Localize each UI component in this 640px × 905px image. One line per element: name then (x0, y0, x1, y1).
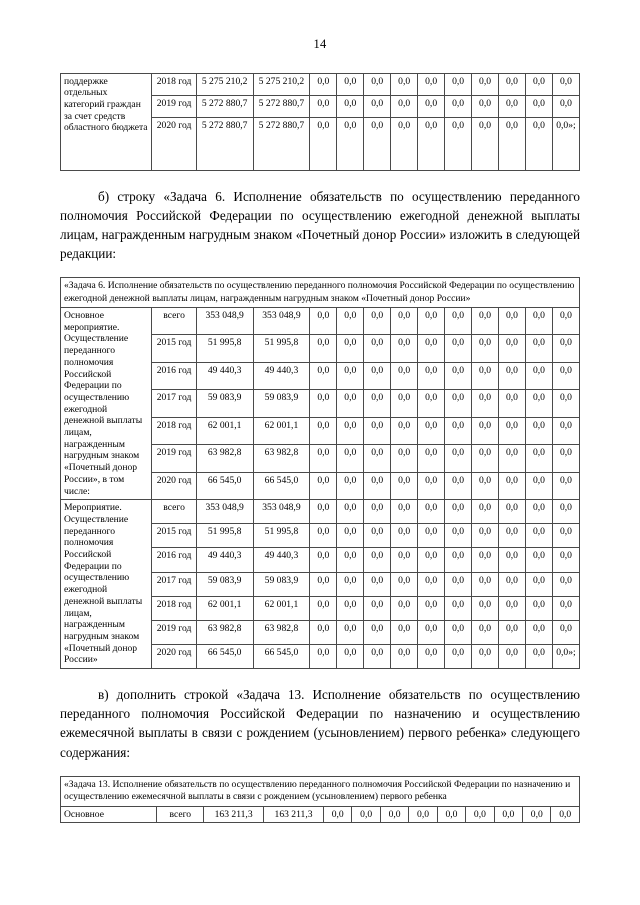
cell-zero-2: 0,0 (337, 500, 364, 524)
cell-zero-2: 0,0 (337, 620, 364, 644)
cell-zero-3: 0,0 (364, 472, 391, 500)
cell-zero-3: 0,0 (364, 524, 391, 548)
paragraph-v-block (60, 685, 580, 762)
cell-value-2: 51 995,8 (253, 335, 310, 362)
cell-zero-5: 0,0 (418, 620, 445, 644)
cell-zero-8: 0,0 (499, 596, 526, 620)
cell-value-2: 63 982,8 (253, 445, 310, 472)
cell-zero-7: 0,0 (472, 95, 499, 117)
cell-zero-10: 0,0 (552, 73, 579, 95)
cell-zero-9: 0,0 (525, 596, 552, 620)
cell-value-1: 353 048,9 (196, 308, 253, 335)
cell-zero-3: 0,0 (364, 335, 391, 362)
cell-zero-5: 0,0 (418, 117, 445, 170)
cell-zero-4: 0,0 (391, 335, 418, 362)
cell-value-1: 62 001,1 (196, 596, 253, 620)
cell-zero-6: 0,0 (466, 806, 494, 823)
cell-zero-4: 0,0 (391, 620, 418, 644)
cell-zero-8: 0,0 (499, 362, 526, 389)
cell-zero-8: 0,0 (499, 548, 526, 572)
cell-zero-1: 0,0 (310, 472, 337, 500)
cell-zero-5: 0,0 (418, 572, 445, 596)
cell-value-1: 63 982,8 (196, 620, 253, 644)
cell-zero-8: 0,0 (499, 500, 526, 524)
row-label-support: поддержке отдельных категорий граждан за счет средств областного бюджета (61, 73, 152, 170)
table-row (61, 308, 580, 335)
cell-zero-10: 0,0»; (552, 117, 579, 170)
cell-zero-7: 0,0 (472, 524, 499, 548)
cell-zero-1: 0,0 (310, 596, 337, 620)
cell-value-1: 49 440,3 (196, 548, 253, 572)
cell-value-1: 49 440,3 (196, 362, 253, 389)
cell-zero-9: 0,0 (525, 500, 552, 524)
cell-zero-6: 0,0 (445, 308, 472, 335)
cell-zero-2: 0,0 (337, 644, 364, 668)
cell-zero-2: 0,0 (337, 117, 364, 170)
cell-zero-3: 0,0 (364, 644, 391, 668)
cell-zero-2: 0,0 (337, 445, 364, 472)
cell-zero-10: 0,0 (552, 417, 579, 444)
cell-zero-1: 0,0 (310, 390, 337, 417)
cell-zero-8: 0,0 (499, 335, 526, 362)
cell-zero-4: 0,0 (409, 806, 437, 823)
cell-zero-6: 0,0 (445, 644, 472, 668)
cell-zero-9: 0,0 (525, 73, 552, 95)
cell-zero-9: 0,0 (525, 390, 552, 417)
row-label-main-measure: Основное мероприятие. Осуществление переданного полномочия Российской Федерации по осуществлению ежегодной денежной выплаты лицам, награжденным нагрудным знаком «Почетный донор России», в том числе: (61, 308, 152, 500)
cell-zero-6: 0,0 (445, 95, 472, 117)
cell-zero-10: 0,0 (552, 335, 579, 362)
cell-zero-4: 0,0 (391, 417, 418, 444)
cell-year: 2020 год (152, 644, 196, 668)
cell-zero-2: 0,0 (337, 335, 364, 362)
cell-zero-1: 0,0 (310, 445, 337, 472)
cell-zero-3: 0,0 (364, 117, 391, 170)
cell-value-1: 66 545,0 (196, 644, 253, 668)
cell-zero-4: 0,0 (391, 572, 418, 596)
cell-zero-7: 0,0 (494, 806, 522, 823)
row-label-measure: Мероприятие. Осуществление переданного полномочия Российской Федерации по осуществлению ежегодной денежной выплаты лицам, награжденным нагрудным знаком «Почетный донор России» (61, 500, 152, 669)
cell-zero-2: 0,0 (337, 308, 364, 335)
cell-year: 2017 год (152, 572, 196, 596)
cell-zero-6: 0,0 (445, 572, 472, 596)
cell-zero-1: 0,0 (310, 308, 337, 335)
cell-zero-10: 0,0 (552, 620, 579, 644)
cell-zero-2: 0,0 (337, 472, 364, 500)
cell-zero-7: 0,0 (472, 417, 499, 444)
cell-zero-5: 0,0 (418, 417, 445, 444)
cell-year: 2019 год (152, 95, 196, 117)
table-task-6 (60, 277, 580, 669)
cell-zero-3: 0,0 (364, 73, 391, 95)
cell-zero-5: 0,0 (418, 596, 445, 620)
cell-zero-7: 0,0 (472, 596, 499, 620)
cell-value-2: 353 048,9 (253, 308, 310, 335)
cell-year: 2020 год (152, 472, 196, 500)
cell-zero-1: 0,0 (310, 500, 337, 524)
cell-zero-7: 0,0 (472, 500, 499, 524)
page-number: 14 (313, 37, 327, 51)
cell-value-2: 5 275 210,2 (253, 73, 310, 95)
cell-zero-3: 0,0 (364, 500, 391, 524)
cell-year: 2019 год (152, 445, 196, 472)
cell-zero-6: 0,0 (445, 548, 472, 572)
cell-zero-2: 0,0 (337, 95, 364, 117)
cell-year: всего (157, 806, 204, 823)
cell-zero-3: 0,0 (364, 445, 391, 472)
cell-value-2: 62 001,1 (253, 417, 310, 444)
cell-zero-2: 0,0 (337, 362, 364, 389)
cell-zero-5: 0,0 (418, 644, 445, 668)
cell-zero-10: 0,0 (552, 95, 579, 117)
cell-year: 2017 год (152, 390, 196, 417)
cell-zero-4: 0,0 (391, 500, 418, 524)
cell-value-1: 5 275 210,2 (196, 73, 253, 95)
cell-zero-1: 0,0 (310, 417, 337, 444)
cell-zero-6: 0,0 (445, 524, 472, 548)
cell-zero-5: 0,0 (418, 73, 445, 95)
cell-zero-9: 0,0 (525, 335, 552, 362)
cell-zero-7: 0,0 (472, 445, 499, 472)
cell-zero-2: 0,0 (337, 390, 364, 417)
cell-zero-5: 0,0 (437, 806, 465, 823)
cell-zero-8: 0,0 (499, 117, 526, 170)
cell-year: 2018 год (152, 73, 196, 95)
cell-zero-9: 0,0 (525, 548, 552, 572)
cell-zero-8: 0,0 (499, 572, 526, 596)
cell-zero-6: 0,0 (445, 335, 472, 362)
cell-value-1: 353 048,9 (196, 500, 253, 524)
table-row (61, 73, 580, 95)
cell-zero-2: 0,0 (352, 806, 380, 823)
cell-zero-5: 0,0 (418, 472, 445, 500)
cell-zero-3: 0,0 (364, 548, 391, 572)
cell-zero-2: 0,0 (337, 73, 364, 95)
table3-body (61, 776, 580, 823)
cell-zero-6: 0,0 (445, 445, 472, 472)
cell-zero-10: 0,0 (552, 596, 579, 620)
cell-value-1: 62 001,1 (196, 417, 253, 444)
cell-zero-5: 0,0 (418, 308, 445, 335)
table-caption-row (61, 278, 580, 308)
table2-caption: «Задача 6. Исполнение обязательств по осуществлению переданного полномочия Российской Федерации по осуществлению ежегодной денежной выплаты лицам, награжденным нагрудным знаком «Почетный донор России» (61, 278, 580, 308)
cell-value-1: 59 083,9 (196, 572, 253, 596)
cell-value-1: 51 995,8 (196, 524, 253, 548)
cell-zero-4: 0,0 (391, 117, 418, 170)
paragraph-b-block (60, 187, 580, 264)
cell-value-1: 5 272 880,7 (196, 117, 253, 170)
cell-zero-3: 0,0 (380, 806, 408, 823)
cell-zero-8: 0,0 (523, 806, 551, 823)
cell-zero-5: 0,0 (418, 335, 445, 362)
cell-year: 2019 год (152, 620, 196, 644)
cell-zero-9: 0,0 (525, 362, 552, 389)
cell-zero-9: 0,0 (551, 806, 580, 823)
cell-zero-5: 0,0 (418, 548, 445, 572)
cell-value-1: 59 083,9 (196, 390, 253, 417)
cell-zero-9: 0,0 (525, 524, 552, 548)
cell-zero-10: 0,0 (552, 500, 579, 524)
cell-zero-1: 0,0 (310, 95, 337, 117)
cell-zero-7: 0,0 (472, 335, 499, 362)
cell-zero-9: 0,0 (525, 95, 552, 117)
table-row (61, 806, 580, 823)
cell-zero-6: 0,0 (445, 73, 472, 95)
cell-zero-4: 0,0 (391, 308, 418, 335)
cell-zero-1: 0,0 (310, 572, 337, 596)
cell-zero-10: 0,0 (552, 390, 579, 417)
cell-value-1: 51 995,8 (196, 335, 253, 362)
cell-zero-9: 0,0 (525, 572, 552, 596)
paragraph-b: б) строку «Задача 6. Исполнение обязательств по осуществлению переданного полномочия Российской Федерации по осуществлению ежегодной денежной выплаты лицам, награжденным нагрудным знаком «Почетный донор России» изложить в следующей редакции: (60, 188, 580, 261)
cell-zero-7: 0,0 (472, 572, 499, 596)
cell-zero-9: 0,0 (525, 644, 552, 668)
cell-zero-4: 0,0 (391, 472, 418, 500)
cell-zero-8: 0,0 (499, 620, 526, 644)
cell-zero-4: 0,0 (391, 73, 418, 95)
cell-zero-10: 0,0 (552, 472, 579, 500)
cell-zero-8: 0,0 (499, 308, 526, 335)
cell-year: 2018 год (152, 417, 196, 444)
cell-zero-6: 0,0 (445, 472, 472, 500)
cell-value-1: 163 211,3 (204, 806, 264, 823)
cell-zero-8: 0,0 (499, 390, 526, 417)
cell-zero-9: 0,0 (525, 445, 552, 472)
cell-value-2: 62 001,1 (253, 596, 310, 620)
table1-body (61, 73, 580, 170)
cell-zero-7: 0,0 (472, 362, 499, 389)
cell-zero-5: 0,0 (418, 95, 445, 117)
cell-value-2: 5 272 880,7 (253, 95, 310, 117)
cell-value-1: 66 545,0 (196, 472, 253, 500)
cell-zero-3: 0,0 (364, 390, 391, 417)
cell-year: 2020 год (152, 117, 196, 170)
cell-zero-5: 0,0 (418, 390, 445, 417)
cell-zero-7: 0,0 (472, 390, 499, 417)
cell-zero-3: 0,0 (364, 417, 391, 444)
row-label-main: Основное (61, 806, 157, 823)
cell-zero-2: 0,0 (337, 524, 364, 548)
cell-zero-3: 0,0 (364, 95, 391, 117)
cell-zero-4: 0,0 (391, 390, 418, 417)
cell-zero-3: 0,0 (364, 308, 391, 335)
cell-year: всего (152, 308, 196, 335)
cell-zero-3: 0,0 (364, 620, 391, 644)
cell-value-2: 49 440,3 (253, 362, 310, 389)
cell-value-2: 51 995,8 (253, 524, 310, 548)
cell-year: 2015 год (152, 524, 196, 548)
cell-zero-2: 0,0 (337, 596, 364, 620)
cell-year: всего (152, 500, 196, 524)
cell-value-2: 49 440,3 (253, 548, 310, 572)
cell-zero-8: 0,0 (499, 472, 526, 500)
cell-zero-6: 0,0 (445, 117, 472, 170)
cell-zero-9: 0,0 (525, 620, 552, 644)
cell-zero-4: 0,0 (391, 362, 418, 389)
cell-zero-1: 0,0 (310, 117, 337, 170)
cell-zero-5: 0,0 (418, 500, 445, 524)
cell-zero-10: 0,0 (552, 524, 579, 548)
cell-zero-6: 0,0 (445, 417, 472, 444)
cell-zero-5: 0,0 (418, 524, 445, 548)
cell-zero-7: 0,0 (472, 117, 499, 170)
cell-zero-9: 0,0 (525, 308, 552, 335)
cell-zero-10: 0,0 (552, 362, 579, 389)
table-caption-row (61, 776, 580, 806)
cell-zero-7: 0,0 (472, 620, 499, 644)
cell-zero-3: 0,0 (364, 572, 391, 596)
cell-zero-4: 0,0 (391, 524, 418, 548)
cell-zero-1: 0,0 (310, 620, 337, 644)
cell-zero-3: 0,0 (364, 596, 391, 620)
cell-value-2: 63 982,8 (253, 620, 310, 644)
cell-zero-6: 0,0 (445, 500, 472, 524)
cell-value-2: 163 211,3 (264, 806, 324, 823)
cell-zero-1: 0,0 (310, 644, 337, 668)
cell-zero-1: 0,0 (310, 524, 337, 548)
cell-zero-7: 0,0 (472, 644, 499, 668)
cell-zero-10: 0,0 (552, 308, 579, 335)
cell-year: 2018 год (152, 596, 196, 620)
cell-zero-8: 0,0 (499, 73, 526, 95)
cell-year: 2016 год (152, 362, 196, 389)
cell-zero-7: 0,0 (472, 548, 499, 572)
table3-caption: «Задача 13. Исполнение обязательств по осуществлению переданного полномочия Российской Федерации по назначению и осуществлению ежемесячной выплаты в связи с рождением (усыновлением) первого ребенка (61, 776, 580, 806)
cell-value-2: 59 083,9 (253, 390, 310, 417)
cell-value-2: 353 048,9 (253, 500, 310, 524)
cell-value-2: 5 272 880,7 (253, 117, 310, 170)
cell-value-1: 63 982,8 (196, 445, 253, 472)
paragraph-v: в) дополнить строкой «Задача 13. Исполнение обязательств по осуществлению переданного полномочия Российской Федерации по назначению и осуществлению ежемесячной выплаты в связи с рождением (усыновлением) первого ребенка» следующего содержания: (60, 687, 580, 760)
cell-zero-4: 0,0 (391, 445, 418, 472)
cell-zero-2: 0,0 (337, 417, 364, 444)
cell-zero-8: 0,0 (499, 524, 526, 548)
cell-zero-3: 0,0 (364, 362, 391, 389)
table-support-categories (60, 73, 580, 171)
cell-value-2: 59 083,9 (253, 572, 310, 596)
cell-zero-5: 0,0 (418, 445, 445, 472)
cell-zero-2: 0,0 (337, 548, 364, 572)
cell-zero-7: 0,0 (472, 472, 499, 500)
cell-zero-6: 0,0 (445, 596, 472, 620)
cell-zero-10: 0,0 (552, 548, 579, 572)
cell-zero-6: 0,0 (445, 390, 472, 417)
cell-zero-4: 0,0 (391, 596, 418, 620)
cell-zero-8: 0,0 (499, 95, 526, 117)
cell-year: 2015 год (152, 335, 196, 362)
cell-value-1: 5 272 880,7 (196, 95, 253, 117)
cell-zero-10: 0,0 (552, 572, 579, 596)
cell-zero-7: 0,0 (472, 308, 499, 335)
cell-zero-1: 0,0 (310, 335, 337, 362)
cell-zero-8: 0,0 (499, 445, 526, 472)
table2-body (61, 278, 580, 669)
cell-zero-8: 0,0 (499, 417, 526, 444)
cell-zero-7: 0,0 (472, 73, 499, 95)
cell-zero-1: 0,0 (323, 806, 351, 823)
cell-zero-9: 0,0 (525, 472, 552, 500)
cell-value-2: 66 545,0 (253, 644, 310, 668)
cell-zero-1: 0,0 (310, 548, 337, 572)
cell-zero-2: 0,0 (337, 572, 364, 596)
cell-zero-4: 0,0 (391, 644, 418, 668)
cell-zero-4: 0,0 (391, 95, 418, 117)
table-task-13 (60, 776, 580, 824)
cell-zero-6: 0,0 (445, 362, 472, 389)
cell-zero-1: 0,0 (310, 362, 337, 389)
cell-zero-4: 0,0 (391, 548, 418, 572)
cell-zero-8: 0,0 (499, 644, 526, 668)
cell-zero-1: 0,0 (310, 73, 337, 95)
cell-zero-5: 0,0 (418, 362, 445, 389)
cell-zero-9: 0,0 (525, 417, 552, 444)
cell-value-2: 66 545,0 (253, 472, 310, 500)
cell-year: 2016 год (152, 548, 196, 572)
cell-zero-10: 0,0 (552, 445, 579, 472)
cell-zero-9: 0,0 (525, 117, 552, 170)
cell-zero-10: 0,0»; (552, 644, 579, 668)
cell-zero-6: 0,0 (445, 620, 472, 644)
table-row (61, 500, 580, 524)
